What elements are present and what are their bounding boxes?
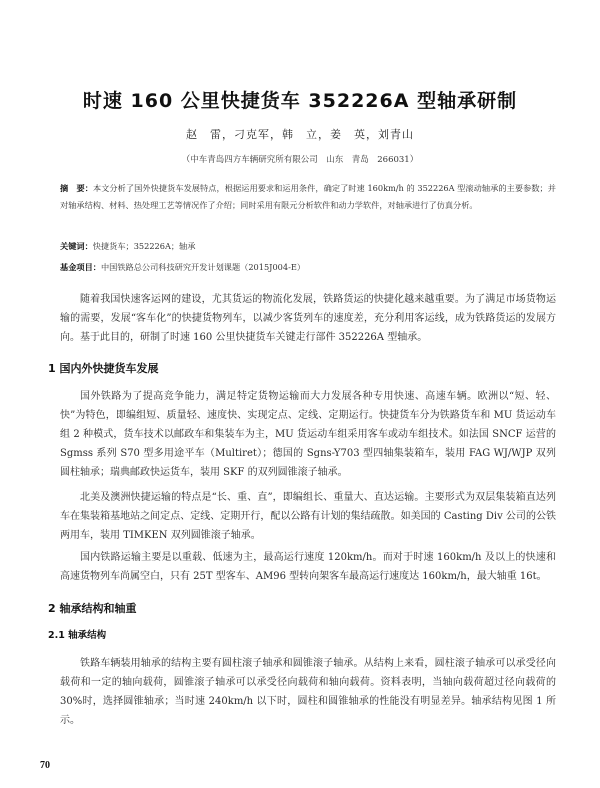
abstract-label: 摘 要： [60,183,93,193]
section-2-paragraph-1: 铁路车辆装用轴承的结构主要有圆柱滚子轴承和圆锥滚子轴承。从结构上来看，圆柱滚子轴承可以承受径向载荷和一定的轴向载荷，圆锥滚子轴承可以承受径向载荷和轴向载荷。资料表明，当轴向载荷超过径向载荷的 30%时，选择圆锥轴承；当时速 240km/h 以下时，圆柱和圆锥轴承的性能没有明显差异。轴承结构见图 1 所示。 [60,658,556,726]
page-number: 70 [40,760,50,771]
author-list: 赵 雷，刁克军，韩 立，姜 英，刘青山 [186,128,414,141]
funding-text: 中国铁路总公司科技研究开发计划课题（2015J004-E） [100,262,306,272]
affiliation: （中车青岛四方车辆研究所有限公司 山东 青岛 266031） [181,155,419,165]
section-1-paragraph-2: 北美及澳洲快捷运输的特点是“长、重、直”，即编组长、重量大、直达运输。主要形式为双层集装箱直达列车在集装箱基地站之间定点、定线、定期开行，配以公路有计划的集结疏散。如美国的 Casting Div 公司的公铁两用车，装用 TIMKEN 双列圆锥滚子轴承。 [60,492,556,541]
section-1-heading: 1 国内外快捷货车发展 [48,362,159,375]
section-2-1-heading: 2.1 轴承结构 [48,630,107,641]
abstract [60,180,556,214]
section-1-paragraph-3: 国内铁路运输主要是以重载、低速为主，最高运行速度 120km/h。而对于时速 160km/h 及以上的快速和高速货物列车尚属空白，只有 25T 型客车、AM96 型转向架客车最高运行速度达 160km/h，最大轴重 16t。 [60,552,556,582]
intro-paragraph: 随着我国快速客运网的建设，尤其货运的物流化发展，铁路货运的快捷化越来越重要。为了满足市场货物运输的需要，发展“客车化”的快捷货物列车，以减少客货列车的速度差，充分利用客运线，成为铁路货运的发展方向。基于此目的，研制了时速 160 公里快捷货车关键走行部件 352226A 型轴承。 [60,294,556,343]
keywords [60,241,556,252]
paper-title: 时速 160 公里快捷货车 352226A 型轴承研制 [82,90,518,112]
abstract-text: 本文分析了国外快捷货车发展特点，根据运用要求和运用条件，确定了时速 160km/h 的 352226A 型滚动轴承的主要参数；并对轴承结构、材料、热处理工艺等情况作了介绍；同时采用有限元分析软件和动力学软件，对轴承进行了仿真分析。 [60,183,556,210]
section-1-paragraph-1: 国外铁路为了提高竞争能力，满足特定货物运输而大力发展各种专用快速、高速车辆。欧洲以“短、轻、快”为特色，即编组短、质量轻、速度快、实现定点、定线、定期运行。快捷货车分为铁路货车和 MU 货运动车组 2 种模式，货车技术以邮政车和集装车为主，MU 货运动车组采用客车或动车组技术。如法国 SNCF 运营的 Sgmss 系列 S70 型多用途平车（Multiret）；德国的 Sgns-Y703 型四轴集装箱车，装用 FAG WJ/WJP 双列圆柱轴承；瑞典邮政快运货车，装用 SKF 的双列圆锥滚子轴承。 [60,391,556,478]
funding [60,262,556,273]
funding-label: 基金项目： [60,262,101,272]
keywords-label: 关键词： [60,241,93,251]
keywords-text: 快捷货车；352226A；轴承 [92,241,196,251]
section-2-heading: 2 轴承结构和轴重 [48,602,137,615]
